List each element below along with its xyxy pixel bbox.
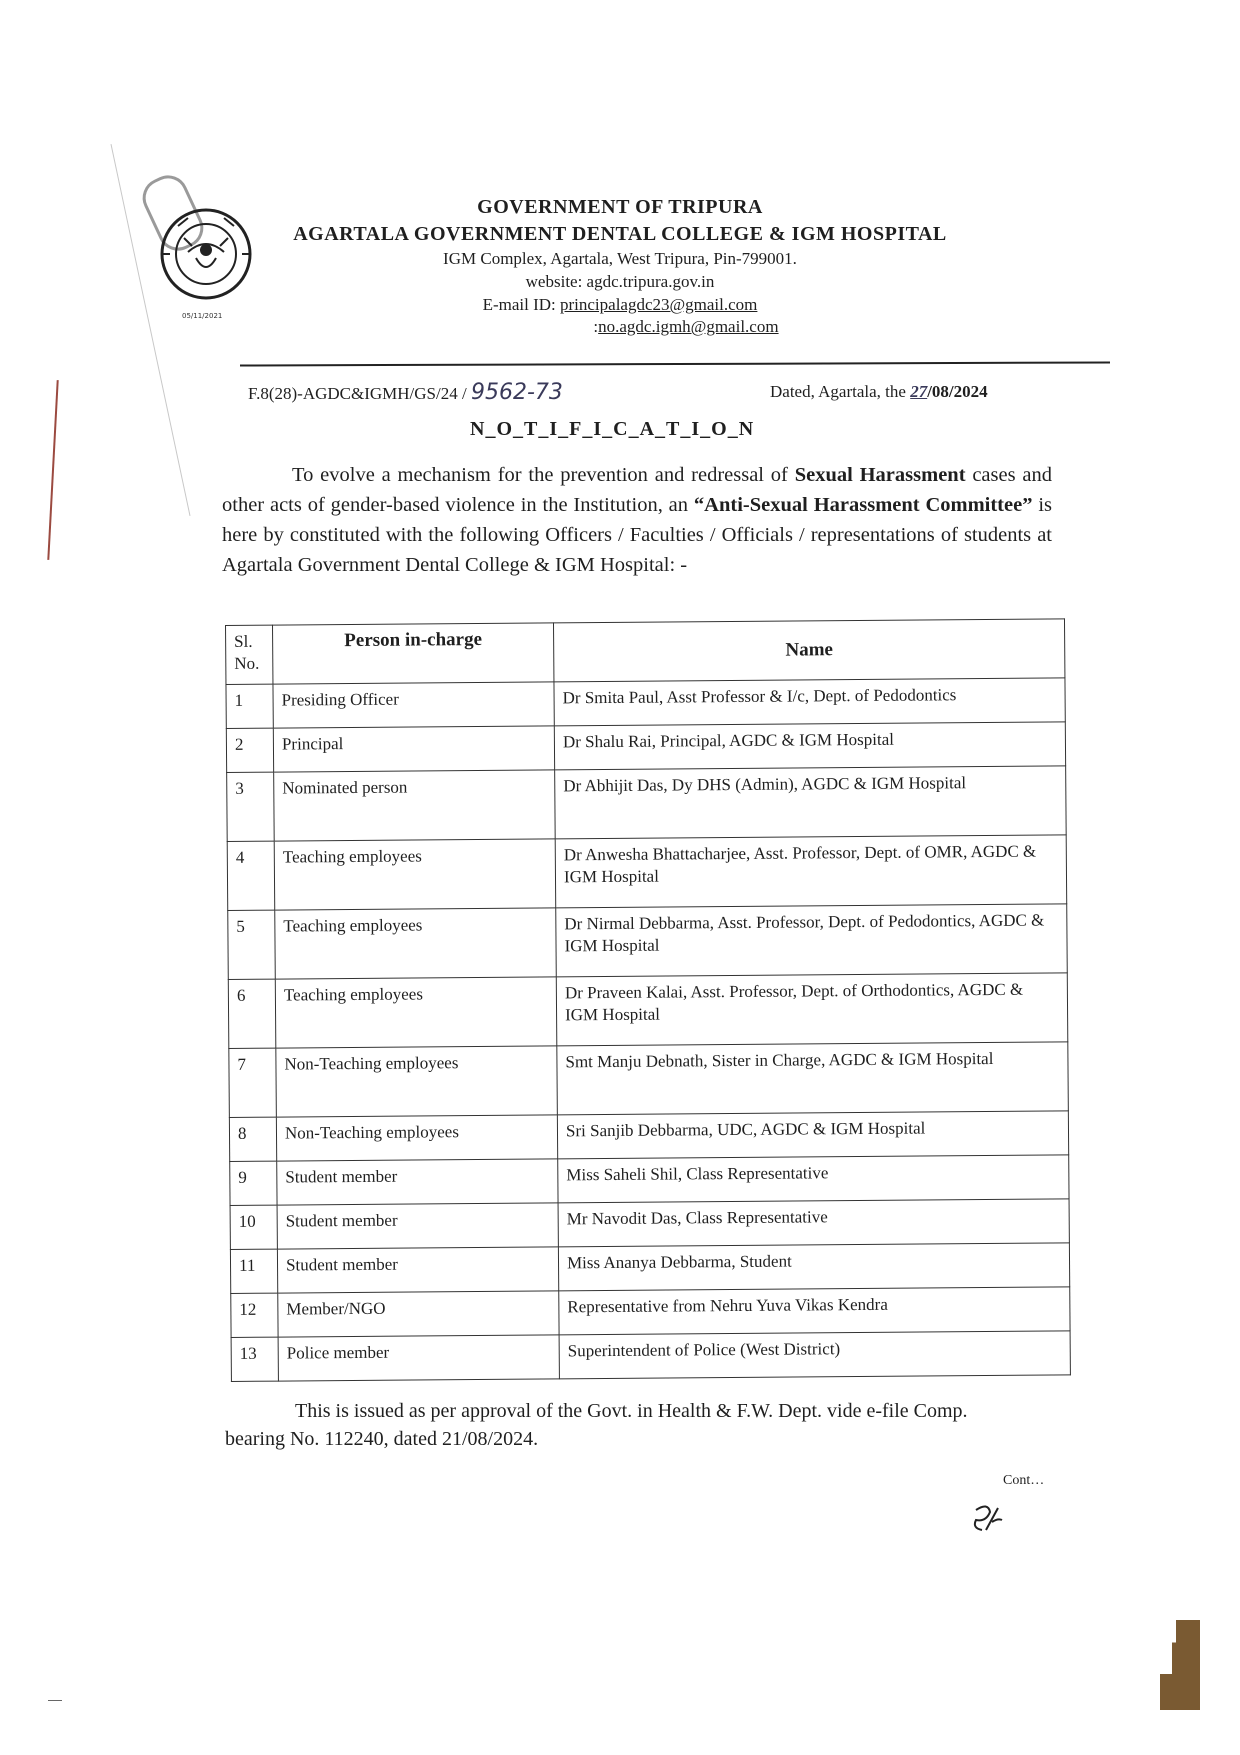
- table-row: [229, 1111, 1068, 1162]
- committee-table: [225, 618, 1071, 1382]
- table-row: [231, 1287, 1070, 1338]
- row-sl: 1: [226, 684, 273, 728]
- row-name: Smt Manju Debnath, Sister in Charge, AGDC & IGM Hospital: [557, 1042, 1069, 1115]
- body-bold-2: “Anti-Sexual Harassment Committee”: [693, 494, 1033, 516]
- row-person: Student member: [277, 1203, 558, 1249]
- letterhead-rule: [240, 361, 1110, 366]
- row-name: Dr Praveen Kalai, Asst. Professor, Dept. of Orthodontics, AGDC & IGM Hospital: [556, 973, 1068, 1046]
- college-seal-icon: [158, 206, 254, 302]
- row-person: Presiding Officer: [273, 682, 554, 728]
- row-sl: 9: [230, 1161, 277, 1205]
- file-reference: [248, 380, 563, 405]
- table-row: [227, 766, 1067, 842]
- header-sl-no: Sl. No.: [226, 625, 273, 684]
- table-header-row: [226, 619, 1065, 685]
- row-sl: 4: [227, 841, 275, 910]
- header-name: Name: [553, 619, 1064, 682]
- row-name: Representative from Nehru Yuva Vikas Kendra: [559, 1287, 1070, 1335]
- notification-body: [222, 460, 1052, 580]
- row-sl: 5: [228, 910, 276, 979]
- row-person: Non-Teaching employees: [276, 1115, 557, 1161]
- approval-text: This is issued as per approval of the Govt. in Health & F.W. Dept. vide e-file Comp. bearing No. 112240, dated 21/08/2024.: [225, 1400, 968, 1450]
- row-sl: 7: [229, 1048, 277, 1117]
- row-sl: 12: [231, 1293, 278, 1337]
- header-person-in-charge: Person in-charge: [273, 623, 554, 684]
- row-name: Dr Smita Paul, Asst Professor & I/c, Dept. of Pedodontics: [554, 678, 1065, 726]
- row-sl: 6: [228, 979, 276, 1048]
- row-name: Superintendent of Police (West District): [559, 1331, 1070, 1379]
- body-part-2: cases and other acts of gender-based violence in the Institution, an: [222, 464, 1052, 516]
- scan-corner-mark: [1160, 1620, 1200, 1710]
- row-person: Non-Teaching employees: [276, 1046, 558, 1117]
- seal-caption: 05/11/2021: [182, 312, 223, 320]
- email-link-principal[interactable]: principalagdc23@gmail.com: [560, 295, 758, 314]
- table-row: [226, 722, 1065, 773]
- row-person: Nominated person: [274, 770, 556, 841]
- date-line: [770, 382, 988, 402]
- continued-note: Cont…: [1003, 1473, 1045, 1488]
- row-person: Student member: [277, 1159, 558, 1205]
- email-line: [260, 295, 980, 315]
- table-row: [226, 678, 1065, 729]
- table-row: [227, 835, 1067, 911]
- email-line-2: [260, 317, 980, 337]
- row-person: Teaching employees: [275, 908, 557, 979]
- institution-title: AGARTALA GOVERNMENT DENTAL COLLEGE & IGM HOSPITAL: [293, 223, 947, 245]
- address-line: IGM Complex, Agartala, West Tripura, Pin-799001.: [443, 249, 797, 268]
- row-name: Sri Sanjib Debbarma, UDC, AGDC & IGM Hospital: [557, 1111, 1068, 1159]
- table-row: [229, 1042, 1069, 1118]
- date-prefix: Dated, Agartala, the: [770, 382, 906, 401]
- approval-statement: [225, 1397, 1025, 1453]
- table-row: [231, 1331, 1070, 1382]
- body-part-1: To evolve a mechanism for the prevention and redressal of: [292, 464, 788, 486]
- row-name: Mr Navodit Das, Class Representative: [558, 1199, 1069, 1247]
- scan-edge-tick: [48, 1700, 62, 1701]
- row-person: Principal: [273, 726, 554, 772]
- table-row: [228, 904, 1068, 980]
- row-sl: 3: [227, 772, 275, 841]
- handwritten-day: 27: [910, 382, 928, 401]
- body-part-3: is here by constituted with the following Officers / Faculties / Officials / representations of students at Agartala Government Dental College & IGM Hospital: -: [222, 494, 1053, 576]
- row-name: Dr Shalu Rai, Principal, AGDC & IGM Hospital: [554, 722, 1065, 770]
- notification-heading: N_O_T_I_F_I_C_A_T_I_O_N: [470, 418, 755, 440]
- row-sl: 11: [230, 1249, 277, 1293]
- table-row: [230, 1155, 1069, 1206]
- row-sl: 10: [230, 1205, 277, 1249]
- date-suffix: /08/2024: [927, 382, 988, 401]
- file-number: F.8(28)-AGDC&IGMH/GS/24 /: [248, 384, 467, 403]
- handwritten-initials-icon: [968, 1500, 1008, 1538]
- table-row: [230, 1199, 1069, 1250]
- row-sl: 8: [229, 1117, 276, 1161]
- email-label: E-mail ID:: [482, 295, 556, 314]
- row-name: Miss Saheli Shil, Class Representative: [558, 1155, 1069, 1203]
- row-name: Dr Nirmal Debbarma, Asst. Professor, Dept. of Pedodontics, AGDC & IGM Hospital: [556, 904, 1068, 977]
- letterhead: [260, 196, 980, 337]
- row-person: Police member: [278, 1335, 559, 1381]
- website-line: website: agdc.tripura.gov.in: [525, 272, 715, 291]
- email-link-office[interactable]: no.agdc.igmh@gmail.com: [598, 317, 779, 336]
- row-sl: 13: [231, 1337, 278, 1381]
- row-name: Dr Abhijit Das, Dy DHS (Admin), AGDC & IGM Hospital: [555, 766, 1067, 839]
- table-row: [228, 973, 1068, 1049]
- row-name: Dr Anwesha Bhattacharjee, Asst. Professor, Dept. of OMR, AGDC & IGM Hospital: [555, 835, 1067, 908]
- row-name: Miss Ananya Debbarma, Student: [558, 1243, 1069, 1291]
- row-sl: 2: [226, 728, 273, 772]
- row-person: Member/NGO: [278, 1291, 559, 1337]
- government-title: GOVERNMENT OF TRIPURA: [477, 196, 763, 218]
- table-row: [230, 1243, 1069, 1294]
- body-bold-1: Sexual Harassment: [794, 464, 966, 486]
- row-person: Teaching employees: [275, 977, 557, 1048]
- scan-edge-mark: [47, 380, 58, 560]
- row-person: Student member: [277, 1247, 558, 1293]
- handwritten-dispatch-number: 9562-73: [470, 380, 563, 405]
- row-person: Teaching employees: [274, 839, 556, 910]
- email-prefix: :: [593, 317, 599, 336]
